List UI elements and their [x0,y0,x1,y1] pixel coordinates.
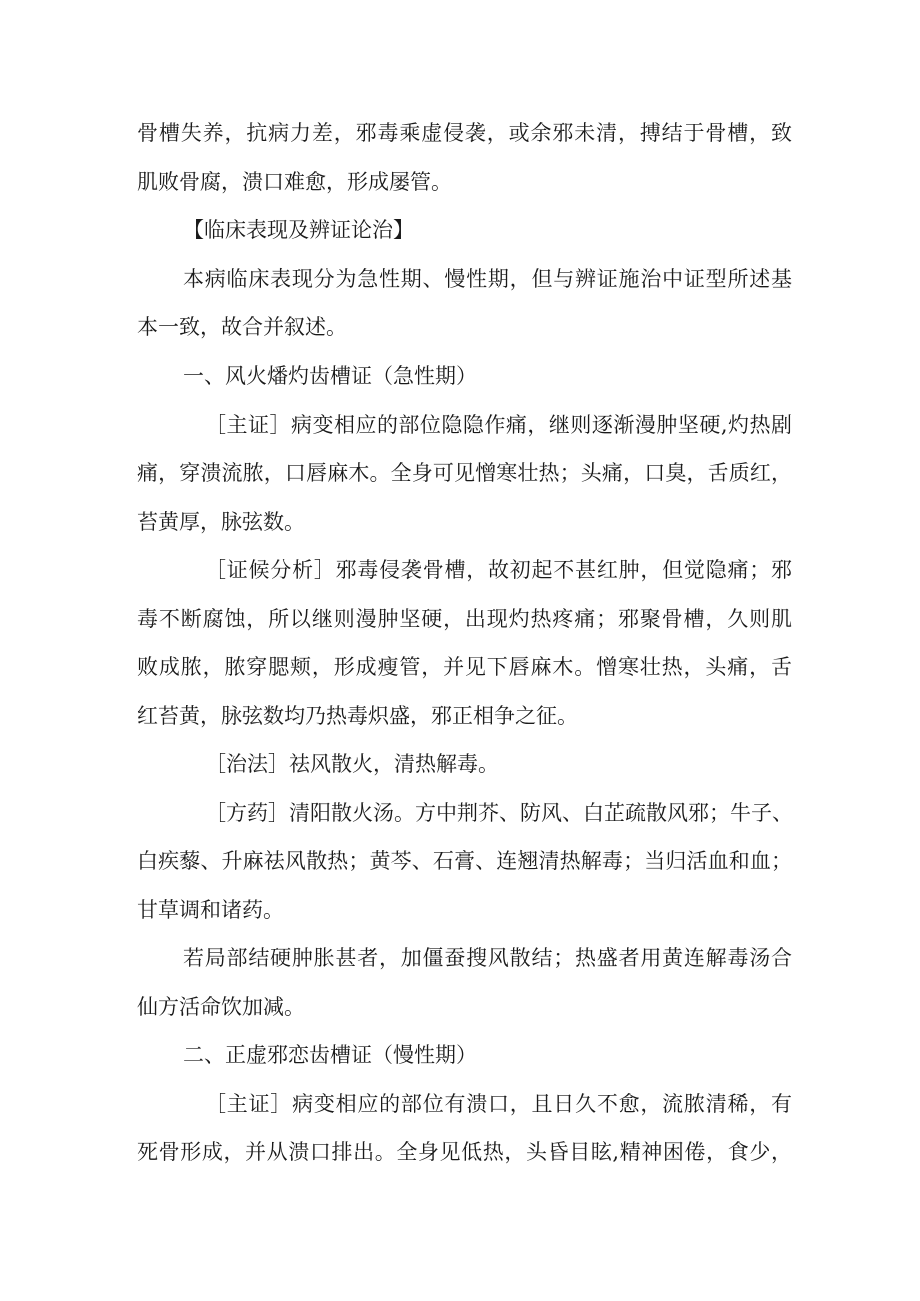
text-line: ［主证］病变相应的部位有溃口，且日久不愈，流脓清稀，有 [205,1092,792,1116]
syndrome-type-2-title: 二、正虚邪恋齿槽证（慢性期） [183,1043,477,1067]
text-line: 骨槽失养，抗病力差，邪毒乘虚侵袭，或余邪未清，搏结于骨槽，致 [137,121,792,145]
text-line: 败成脓，脓穿腮颊，形成瘦管，并见下唇麻木。憎寒壮热，头痛，舌 [137,655,792,679]
text-line: 甘草调和诸药。 [137,898,284,922]
text-line: 白疾藜、升麻祛风散热；黄芩、石膏、连翘清热解毒；当归活血和血； [137,849,792,873]
section-heading: 【临床表现及辨证论治】 [183,218,414,242]
text-line: ［证候分析］邪毒侵袭骨槽，故初起不甚红肿，但觉隐痛；邪 [205,558,792,582]
text-line: 死骨形成，并从溃口排出。全身见低热，头昏目眩,精神困倦，食少， [137,1140,792,1164]
text-line: 红苔黄，脉弦数均乃热毒炽盛，邪正相争之征。 [137,704,578,728]
text-line: 痛，穿溃流脓，口唇麻木。全身可见憎寒壮热；头痛，口臭，舌质红， [137,461,792,485]
text-line: 若局部结硬肿胀甚者，加僵蚕搜风散结；热盛者用黄连解毒汤合 [183,946,792,970]
text-line: 肌败骨腐，溃口难愈，形成屡管。 [137,170,452,194]
text-line: 苔黄厚，脉弦数。 [137,510,305,534]
syndrome-type-1-title: 一、风火燔灼齿槽证（急性期） [183,364,477,388]
text-line: ［治法］祛风散火，清热解毒。 [205,752,499,776]
text-line: ［方药］清阳散火汤。方中荆芥、防风、白芷疏散风邪；牛子、 [205,801,793,825]
text-line: 本一致，故合并叙述。 [137,315,347,339]
text-line: ［主证］病变相应的部位隐隐作痛，继则逐渐漫肿坚硬,灼热剧 [205,413,792,437]
text-line: 仙方活命饮加减。 [137,995,305,1019]
text-line: 本病临床表现分为急性期、慢性期，但与辨证施治中证型所述基 [183,267,792,291]
text-line: 毒不断腐蚀，所以继则漫肿坚硬，出现灼热疼痛；邪聚骨槽，久则肌 [137,607,792,631]
